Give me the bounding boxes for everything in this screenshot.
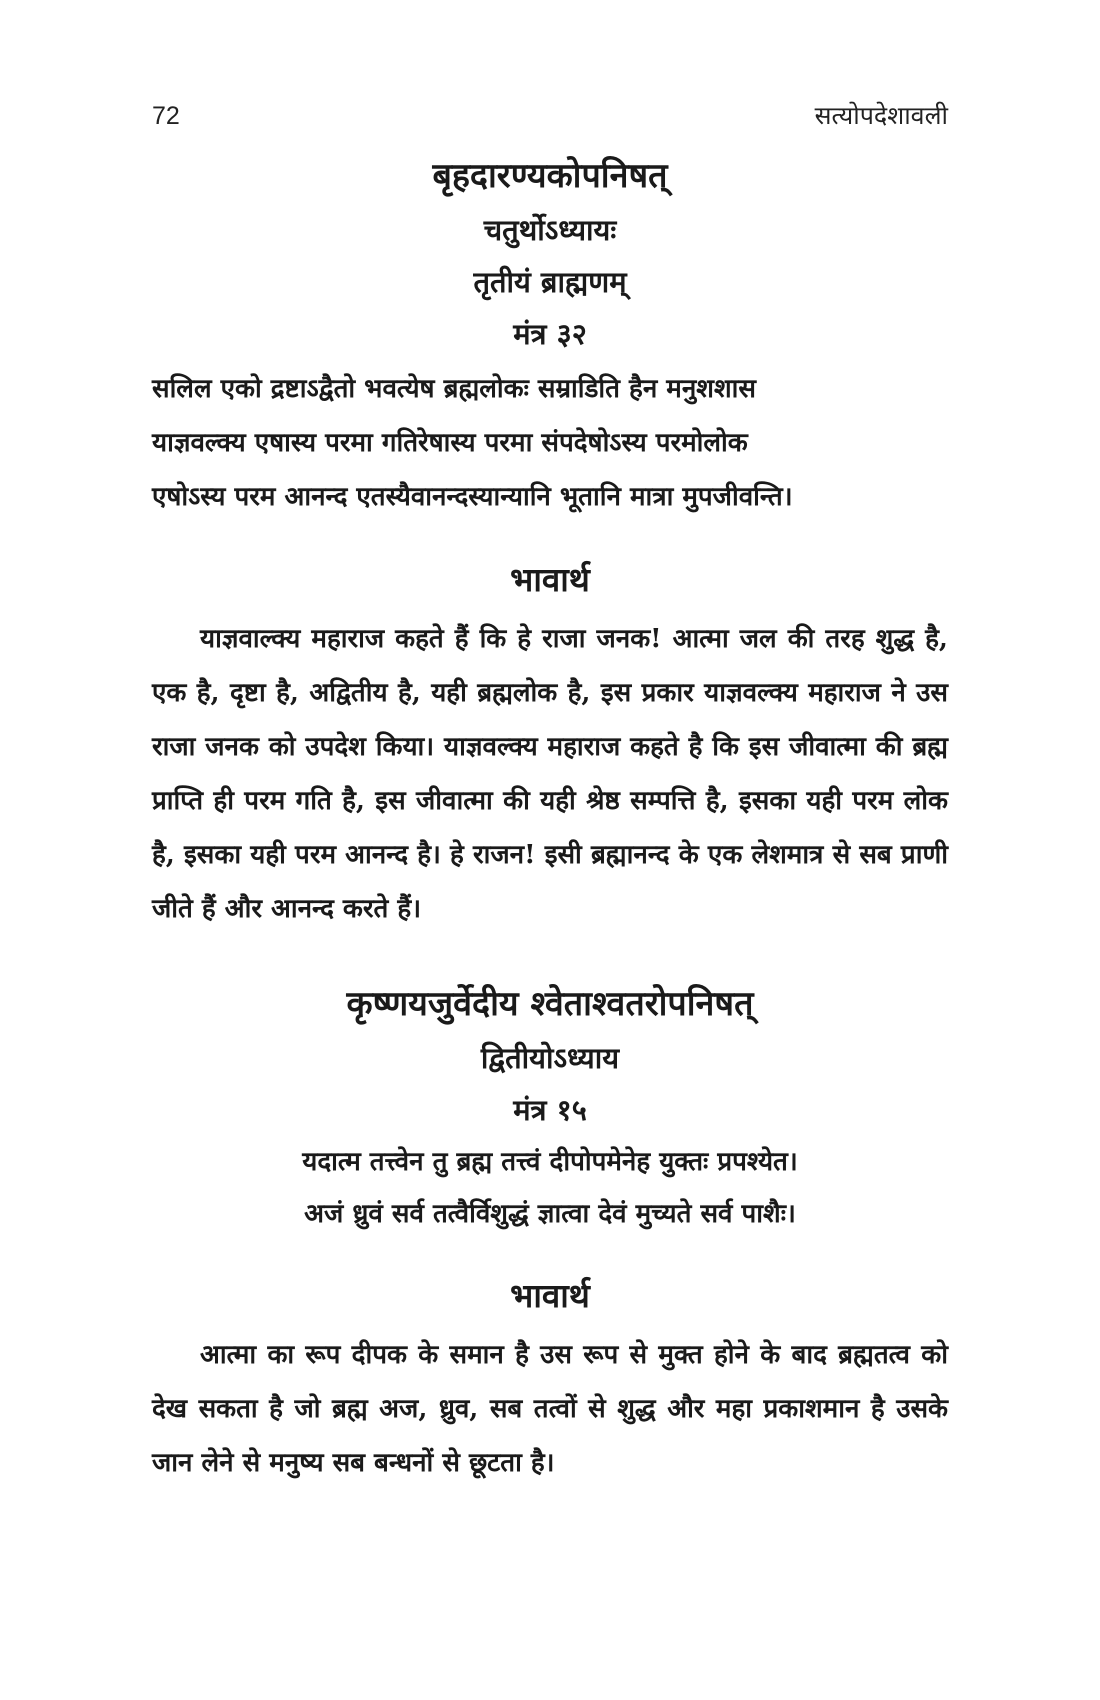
running-header bbox=[152, 98, 948, 138]
section2-adhyaya: द्वितीयोऽध्याय bbox=[480, 1041, 620, 1075]
section2-verse-line-2: अजं ध्रुवं सर्व तत्वैर्विशुद्धं ज्ञात्वा देवं मुच्यते सर्व पाशैः। bbox=[304, 1199, 796, 1229]
verse-line: याज्ञवल्क्य एषास्य परमा गतिरेषास्य परमा संपदेषोऽस्य परमोलोक bbox=[152, 428, 748, 458]
section1-brahmana: तृतीयं ब्राह्मणम् bbox=[473, 265, 627, 299]
section1-bhavarth-text: याज्ञवाल्क्य महाराज कहते हैं कि हे राजा जनक! आत्मा जल की तरह शुद्ध है, एक है, दृष्टा है, अद्वितीय है, यही ब्रह्मलोक है, इस प्रकार याज्ञवल्क्य महाराज ने उस राजा जनक को उपदेश किया। याज्ञवल्क्य महाराज कहते है कि इस जीवात्मा की ब्रह्म प्राप्ति ही परम गति है, इस जीवात्मा की यही श्रेष्ठ सम्पत्ति है, इसका यही परम लोक है, इसका यही परम आनन्द है। हे राजन! इसी ब्रह्मानन्द के एक लेशमात्र से सब प्राणी जीते हैं और आनन्द करते हैं। bbox=[152, 624, 948, 924]
page-content bbox=[152, 148, 948, 1490]
verse-line: एषोऽस्य परम आनन्द एतस्यैवानन्दस्यान्यानि भूतानि मात्रा मुपजीवन्ति। bbox=[152, 482, 793, 512]
verse-line: सलिल एको द्रष्टाऽद्वैतो भवत्येष ब्रह्मलोकः सम्राडिति हैन मनुशशास bbox=[152, 374, 756, 404]
section2-title: कृष्णयजुर्वेदीय श्वेताश्वतरोपनिषत् bbox=[346, 984, 754, 1024]
section2-mantra: मंत्र १५ bbox=[513, 1093, 587, 1127]
section2-verse-line-1: यदात्म तत्त्वेन तु ब्रह्म तत्त्वं दीपोपमेनेह युक्तः प्रपश्येत। bbox=[302, 1147, 798, 1177]
section1-bhavarth-heading: भावार्थ bbox=[510, 560, 590, 599]
section2-bhavarth-text: आत्मा का रूप दीपक के समान है उस रूप से मुक्त होने के बाद ब्रह्मतत्व को देख सकता है जो ब्रह्म अज, ध्रुव, सब तत्वों से शुद्ध और महा प्रकाशमान है उसके जान लेने से मनुष्य सब बन्धनों से छूटता है। bbox=[152, 1340, 948, 1478]
section1-adhyaya: चतुर्थोऽध्यायः bbox=[483, 213, 617, 247]
section2-bhavarth-heading: भावार्थ bbox=[510, 1276, 590, 1315]
page-number: 72 bbox=[152, 102, 180, 130]
section1-verse bbox=[152, 362, 948, 524]
section1-mantra: मंत्र ३२ bbox=[513, 317, 587, 351]
section1-title: बृहदारण्यकोपनिषत् bbox=[432, 156, 668, 196]
book-title: सत्योपदेशावली bbox=[814, 101, 948, 130]
